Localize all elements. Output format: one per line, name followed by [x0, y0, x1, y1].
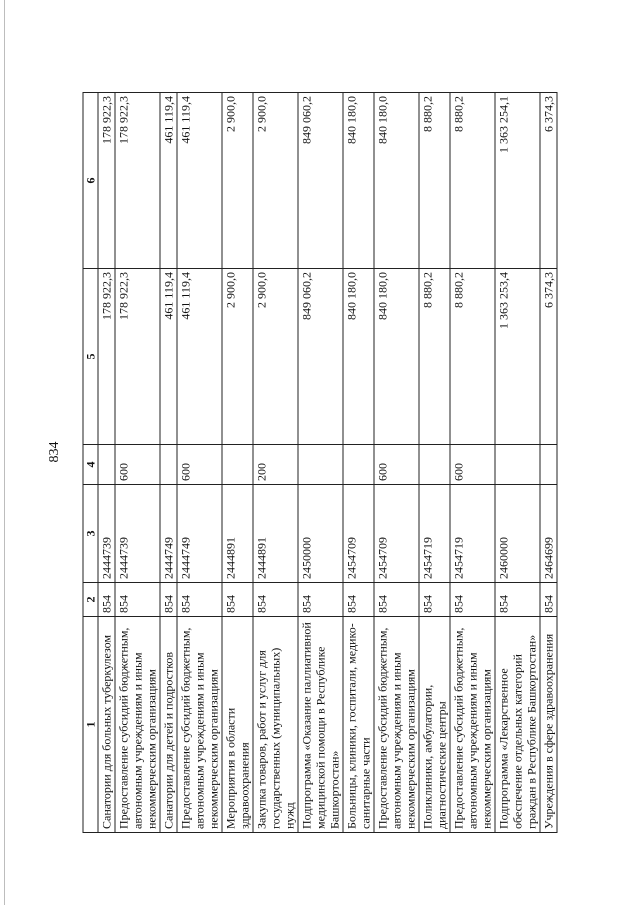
amount-col-6: 1 363 254,1: [495, 93, 540, 269]
row-name: Мероприятия в области здравоохранения: [222, 617, 253, 833]
amount-col-5: 849 060,2: [298, 269, 343, 445]
expense-type: 600: [450, 445, 495, 485]
expense-type: [160, 445, 177, 485]
ministry-code: 854: [222, 583, 253, 617]
amount-col-5: 178 922,3: [98, 269, 115, 445]
row-name: Предоставление субсидий бюджетным, автономным учреждениям и иным некоммерческим организациям: [450, 617, 495, 833]
row-name: Подпрограмма «Лекарственное обеспечение отдельных категорий граждан в Республике Башкортостан»: [495, 617, 540, 833]
table-row: [115, 93, 160, 833]
expense-type: 600: [177, 445, 222, 485]
target-article: 2454709: [374, 485, 419, 583]
target-article: 2454719: [450, 485, 495, 583]
amount-col-5: 2 900,0: [222, 269, 253, 445]
header-col-3: 3: [83, 485, 98, 583]
row-name: Предоставление субсидий бюджетным, автономным учреждениям и иным некоммерческим организациям: [177, 617, 222, 833]
amount-col-5: 840 180,0: [374, 269, 419, 445]
amount-col-6: 849 060,2: [298, 93, 343, 269]
header-col-2: 2: [83, 583, 98, 617]
table-row: [298, 93, 343, 833]
expense-type: [298, 445, 343, 485]
ministry-code: 854: [298, 583, 343, 617]
amount-col-5: 1 363 253,4: [495, 269, 540, 445]
ministry-code: 854: [419, 583, 450, 617]
row-name: Поликлиники, амбулатории, диагностические центры: [419, 617, 450, 833]
scan-edge: [4, 0, 5, 905]
amount-col-6: 178 922,3: [98, 93, 115, 269]
expense-type: [419, 445, 450, 485]
table-row: [177, 93, 222, 833]
rotated-page-content: [83, 93, 558, 833]
ministry-code: 854: [98, 583, 115, 617]
target-article: 2460000: [495, 485, 540, 583]
target-article: 2444749: [177, 485, 222, 583]
header-col-1: 1: [83, 617, 98, 833]
amount-col-6: 178 922,3: [115, 93, 160, 269]
row-name: Подпрограмма «Оказание паллиативной медицинской помощи в Республике Башкортостан»: [298, 617, 343, 833]
row-name: Санатории для больных туберкулезом: [98, 617, 115, 833]
page-number: 834: [47, 441, 62, 463]
amount-col-5: 840 180,0: [343, 269, 374, 445]
budget-table: [83, 92, 558, 833]
amount-col-5: 461 119,4: [177, 269, 222, 445]
table-row: [343, 93, 374, 833]
row-name: Предоставление субсидий бюджетным, автономным учреждениям и иным некоммерческим организациям: [374, 617, 419, 833]
target-article: 2450000: [298, 485, 343, 583]
amount-col-5: 8 880,2: [450, 269, 495, 445]
ministry-code: 854: [253, 583, 298, 617]
amount-col-5: 2 900,0: [253, 269, 298, 445]
amount-col-6: 8 880,2: [419, 93, 450, 269]
header-col-6: 6: [83, 93, 98, 269]
amount-col-6: 6 374,3: [540, 93, 557, 269]
target-article: 2444739: [98, 485, 115, 583]
ministry-code: 854: [115, 583, 160, 617]
target-article: 2444891: [222, 485, 253, 583]
expense-type: [495, 445, 540, 485]
ministry-code: 854: [177, 583, 222, 617]
row-name: Учреждения в сфере здравоохранения: [540, 617, 557, 833]
target-article: 2464699: [540, 485, 557, 583]
header-col-5: 5: [83, 269, 98, 445]
target-article: 2454709: [343, 485, 374, 583]
table-row: [450, 93, 495, 833]
ministry-code: 854: [540, 583, 557, 617]
table-row: [495, 93, 540, 833]
table-row: [98, 93, 115, 833]
amount-col-6: 461 119,4: [177, 93, 222, 269]
ministry-code: 854: [495, 583, 540, 617]
target-article: 2444891: [253, 485, 298, 583]
amount-col-5: 8 880,2: [419, 269, 450, 445]
expense-type: 600: [374, 445, 419, 485]
amount-col-6: 2 900,0: [222, 93, 253, 269]
ministry-code: 854: [374, 583, 419, 617]
row-name: Закупка товаров, работ и услуг для государственных (муниципальных) нужд: [253, 617, 298, 833]
expense-type: [540, 445, 557, 485]
amount-col-6: 840 180,0: [343, 93, 374, 269]
amount-col-6: 461 119,4: [160, 93, 177, 269]
header-row: [83, 93, 98, 833]
target-article: 2454719: [419, 485, 450, 583]
header-col-4: 4: [83, 445, 98, 485]
expense-type: [222, 445, 253, 485]
ministry-code: 854: [160, 583, 177, 617]
amount-col-5: 178 922,3: [115, 269, 160, 445]
row-name: Предоставление субсидий бюджетным, автономным учреждениям и иным некоммерческим организациям: [115, 617, 160, 833]
expense-type: 200: [253, 445, 298, 485]
ministry-code: 854: [343, 583, 374, 617]
target-article: 2444739: [115, 485, 160, 583]
row-name: Санатории для детей и подростков: [160, 617, 177, 833]
amount-col-5: 461 119,4: [160, 269, 177, 445]
table-row: [160, 93, 177, 833]
table-row: [253, 93, 298, 833]
table-row: [540, 93, 557, 833]
expense-type: 600: [115, 445, 160, 485]
expense-type: [343, 445, 374, 485]
ministry-code: 854: [450, 583, 495, 617]
amount-col-6: 2 900,0: [253, 93, 298, 269]
target-article: 2444749: [160, 485, 177, 583]
table-row: [374, 93, 419, 833]
amount-col-5: 6 374,3: [540, 269, 557, 445]
amount-col-6: 840 180,0: [374, 93, 419, 269]
row-name: Больницы, клиники, госпитали, медико-санитарные части: [343, 617, 374, 833]
table-row: [419, 93, 450, 833]
table-row: [222, 93, 253, 833]
expense-type: [98, 445, 115, 485]
amount-col-6: 8 880,2: [450, 93, 495, 269]
